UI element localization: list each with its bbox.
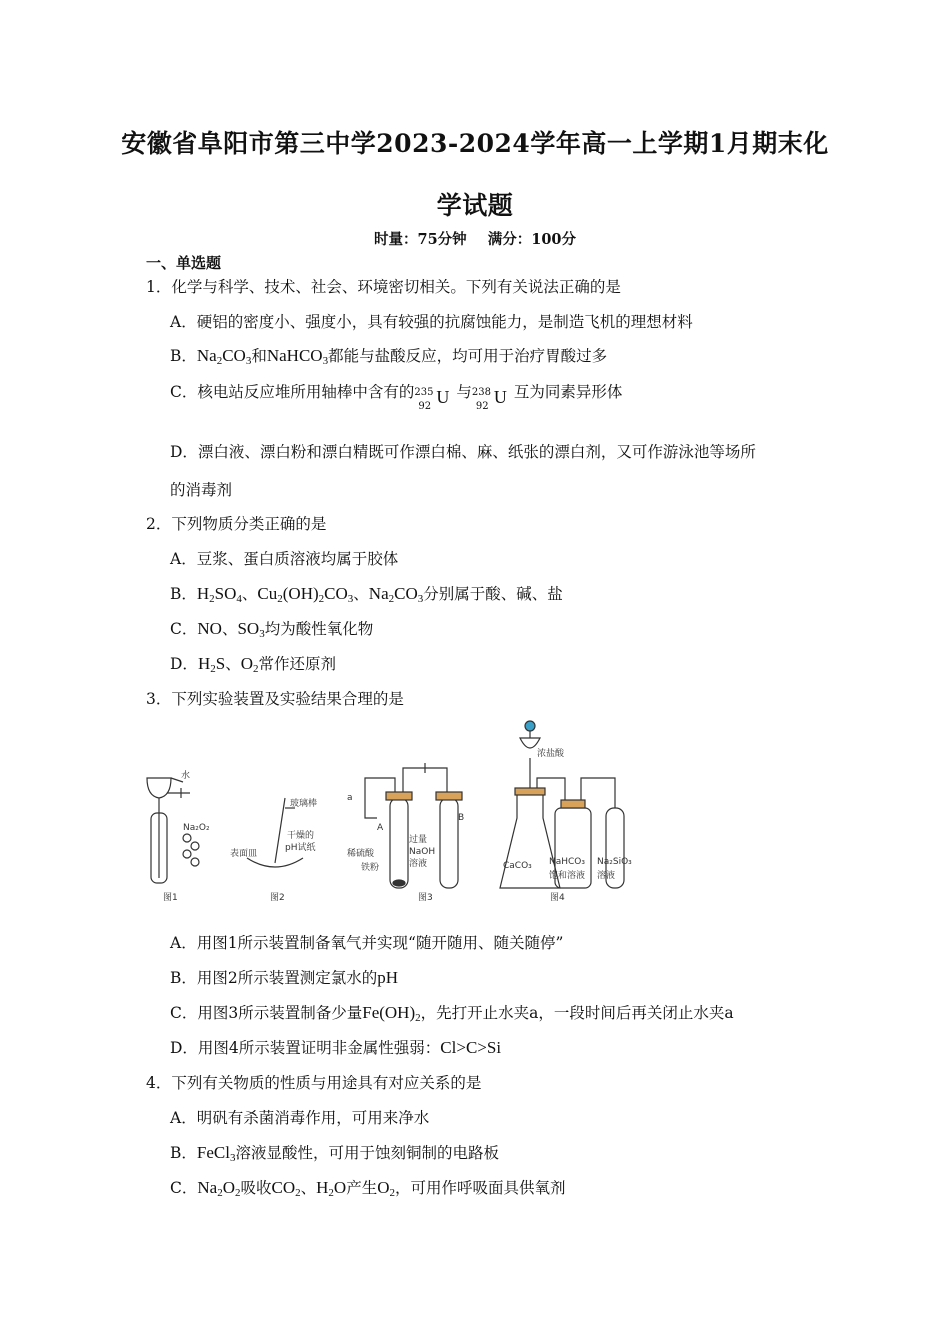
q1-option-d-continued: 的消毒剂 — [170, 481, 233, 499]
q1-stem: 1．化学与科学、技术、社会、环境密切相关。下列有关说法正确的是 — [146, 278, 621, 296]
q3-option-b: B．用图2所示装置测定氯水的pH — [170, 968, 399, 987]
apparatus-figures — [135, 718, 655, 908]
page-title-continued: 学试题 — [436, 191, 514, 220]
q2-option-a: A．豆浆、蛋白质溶液均属于胶体 — [170, 550, 399, 568]
fig-label-a: a — [347, 793, 353, 803]
fig-label-iron: 铁粉 — [361, 863, 380, 873]
q4-stem: 4．下列有关物质的性质与用途具有对应关系的是 — [146, 1074, 482, 1092]
exam-time: 时量：75分钟 — [373, 231, 467, 248]
q3-option-d: D．用图4所示装置证明非金属性强弱：Cl>C>Si — [170, 1038, 502, 1057]
fig-label-na2sio3: Na₂SiO₃ — [597, 857, 632, 867]
q1-option-a: A．硬铝的密度小、强度小，具有较强的抗腐蚀能力，是制造飞机的理想材料 — [170, 313, 693, 331]
fig-label-na2o2: Na₂O₂ — [183, 823, 210, 833]
q1-option-b: B．$Na_2CO_3$和NaHCO$_3$都能与盐酸反应，均可用于治疗胃酸过多 — [170, 346, 608, 367]
fig-label-acid: 稀硫酸 — [347, 849, 375, 859]
fig-label-solution: 溶液 — [597, 871, 616, 881]
fig-caption-3: 图3 — [418, 893, 433, 903]
fig-label-excess: 过量 — [409, 835, 428, 845]
fig-label-ph-paper: pH试纸 — [285, 843, 316, 853]
fig-label-hcl: 浓盐酸 — [537, 749, 565, 759]
fig-label-naoh-sol: 溶液 — [409, 859, 428, 869]
q2-option-c: C．NO、$SO_3$均为酸性氧化物 — [170, 619, 374, 640]
section-heading: 一、单选题 — [146, 254, 222, 272]
fig-label-A: A — [377, 823, 384, 833]
q1-option-d: D．漂白液、漂白粉和漂白精既可作漂白棉、麻、纸张的漂白剂，又可作游泳池等场所 — [170, 443, 756, 461]
page-title: 安徽省阜阳市第三中学2023-2024学年高一上学期1月期末化 — [121, 129, 829, 158]
fig-label-saturated: 饱和溶液 — [549, 871, 586, 881]
q2-option-d: D．$H_2S$、$O_2$常作还原剂 — [170, 654, 336, 675]
fig-label-dry: 干燥的 — [287, 831, 315, 841]
fig-label-dish: 表面皿 — [230, 849, 258, 859]
q3-option-c: C．用图3所示装置制备少量$Fe(OH)_2$，先打开止水夹a，一段时间后再关闭止水夹a — [170, 1003, 734, 1024]
isotope-u238: 238 92 U — [471, 387, 507, 412]
q2-stem: 2．下列物质分类正确的是 — [146, 515, 327, 533]
fig-label-B: B — [458, 813, 465, 823]
q4-option-c: C．$Na_2O_2$吸收$CO_2$、$H_2O$产生$O_2$，可用作呼吸面具供氧剂 — [170, 1178, 566, 1199]
fig-label-water: 水 — [181, 771, 191, 781]
fig-label-caco3: CaCO₃ — [503, 861, 532, 871]
fig-label-rod: 玻璃棒 — [290, 799, 318, 809]
isotope-u235: 235 92 U — [414, 387, 450, 412]
fig-label-naoh: NaOH — [409, 847, 436, 857]
fig-caption-1: 图1 — [163, 893, 178, 903]
fig-label-nahco3: NaHCO₃ — [549, 857, 585, 867]
fig-caption-4: 图4 — [550, 893, 565, 903]
q3-option-a: A．用图1所示装置制备氧气并实现“随开随用、随关随停” — [170, 934, 564, 952]
q1-option-c: C．核电站反应堆所用轴棒中含有的 235 92 U 与 238 92 U 互为同素异形体 — [170, 383, 623, 412]
q4-option-b: B．FeCl$_3$溶液显酸性，可用于蚀刻铜制的电路板 — [170, 1143, 499, 1164]
fig-caption-2: 图2 — [270, 893, 285, 903]
q3-stem: 3．下列实验装置及实验结果合理的是 — [146, 690, 404, 708]
q4-option-a: A．明矾有杀菌消毒作用，可用来净水 — [170, 1109, 430, 1127]
exam-meta — [0, 228, 950, 249]
exam-score: 满分：100分 — [487, 231, 577, 248]
q2-option-b: B．$H_2SO_4$、$Cu_2(OH)_2CO_3$、$Na_2CO_3$分别属于酸、碱、盐 — [170, 584, 563, 605]
